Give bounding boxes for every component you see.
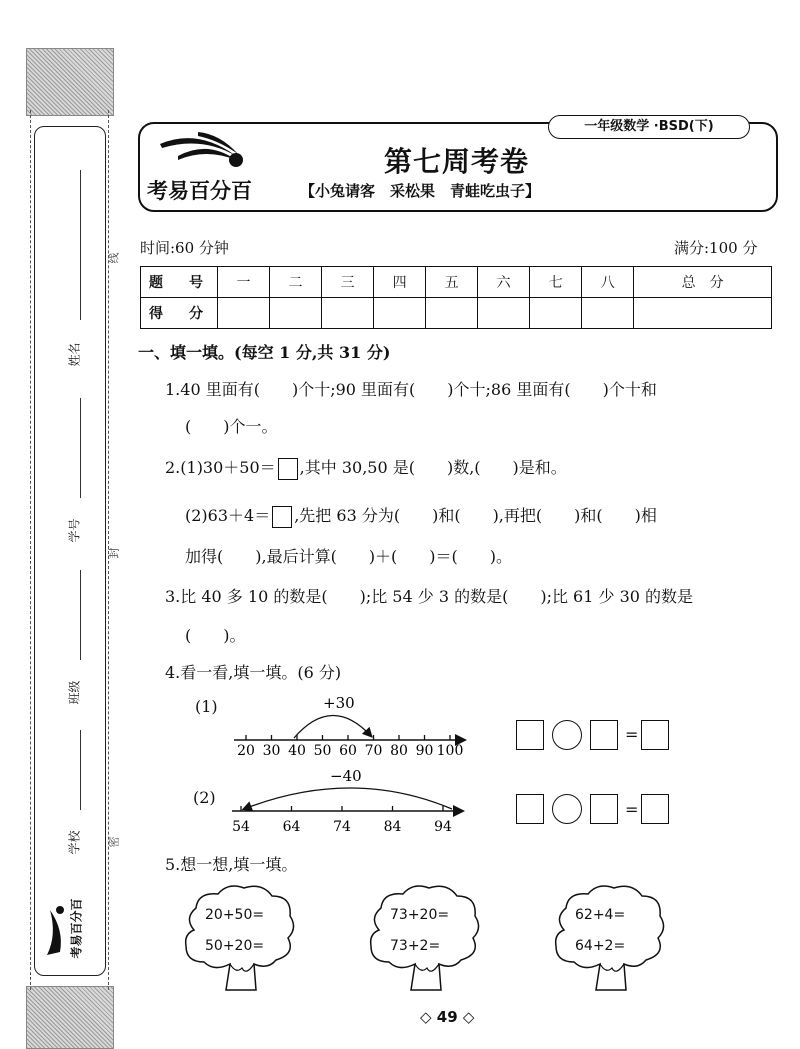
table-cell: 七 [530, 267, 582, 298]
table-cell: 一 [218, 267, 270, 298]
numberline-1-arc-label: +30 [323, 694, 355, 712]
numberline-1-tick-label: 20 [237, 743, 255, 759]
table-cell: 四 [374, 267, 426, 298]
numberline-1-ticks [237, 735, 463, 759]
score-input-cell[interactable] [582, 298, 634, 329]
numberline-2-arc-label: −40 [330, 767, 362, 785]
page-number: ◇ 49 ◇ [420, 1008, 475, 1026]
question-2-2-text-a: (2)63＋4＝ [185, 506, 271, 525]
numberline-1-tick-label: 90 [415, 743, 434, 759]
numberline-2-tick-label: 74 [333, 819, 351, 835]
question-1-line1: 1.40 里面有( )个十;90 里面有( )个十;86 里面有( )个十和 [165, 380, 657, 399]
numberline-1-label: (1) [195, 697, 218, 716]
school-line [80, 730, 81, 810]
table-cell: 八 [582, 267, 634, 298]
question-2-2 [185, 503, 657, 528]
numberline-2 [226, 765, 466, 837]
score-input-cell[interactable] [218, 298, 270, 329]
question-2-2-text-b: ,先把 63 分为( )和( ),再把( )和( )相 [294, 506, 657, 525]
score-input-cell[interactable] [270, 298, 322, 329]
operator-circle[interactable] [552, 720, 582, 750]
numberline-1-tick-label: 40 [288, 743, 306, 759]
tree-1-line1[interactable]: 20+50= [205, 907, 265, 923]
question-1-line2: ( )个一。 [185, 417, 278, 436]
name-line [80, 170, 81, 320]
numberline-2-label: (2) [193, 788, 216, 807]
section-title: 一、填一填。(每空 1 分,共 31 分) [138, 343, 391, 362]
table-cell: 得 分 [141, 298, 218, 329]
binding-field-class: 班级 [67, 680, 82, 705]
question-2-1 [165, 455, 567, 480]
answer-box[interactable] [590, 720, 618, 750]
seal-char-xian: 线 [107, 252, 121, 264]
operator-circle[interactable] [552, 794, 582, 824]
seal-char-feng: 封 [107, 547, 121, 559]
numberline-1-tick-label: 100 [436, 743, 464, 759]
answer-box[interactable] [641, 794, 669, 824]
numberline-1-arc [294, 715, 371, 738]
numberline-1-tick-label: 60 [339, 743, 357, 759]
question-2-2-line2: 加得( ),最后计算( )＋( )＝( )。 [185, 547, 513, 566]
numberline-1-tick-label: 30 [262, 743, 281, 759]
answer-box[interactable] [590, 794, 618, 824]
binding-line-left [30, 110, 31, 990]
table-cell: 总 分 [634, 267, 772, 298]
numberline-1-tick-label: 50 [313, 743, 332, 759]
score-input-cell[interactable] [426, 298, 478, 329]
binding-field-school: 学校 [67, 830, 82, 855]
question-4-title: 4.看一看,填一填。(6 分) [165, 663, 342, 682]
question-2-1-text-a: 2.(1)30＋50＝ [165, 458, 276, 477]
tree-3-line2[interactable]: 64+2= [575, 938, 626, 954]
score-input-cell[interactable] [530, 298, 582, 329]
numberline-1-tick-label: 80 [390, 743, 408, 759]
score-input-cell[interactable] [374, 298, 426, 329]
numberline-2-tick-label: 94 [434, 819, 452, 835]
header-subtitle: 【小兔请客 采松果 青蛙吃虫子】 [300, 182, 541, 200]
table-cell: 三 [322, 267, 374, 298]
numberline-2-tick-label: 64 [282, 819, 301, 835]
binding-field-id: 学号 [67, 518, 82, 543]
table-row [141, 267, 772, 298]
tree-3-line1[interactable]: 62+4= [575, 907, 626, 923]
score-table [140, 266, 772, 329]
binding-brand: 考易百分百 [69, 898, 84, 959]
page-title: 第七周考卷 [384, 145, 530, 178]
answer-box[interactable] [272, 506, 292, 528]
numberline-2-tick-label: 84 [383, 819, 402, 835]
numberline-2-tick-label: 54 [232, 819, 250, 835]
answer-box[interactable] [278, 458, 298, 480]
equals-sign: = [625, 725, 639, 744]
time-limit: 时间:60 分钟 [140, 239, 229, 257]
table-cell: 题 号 [141, 267, 218, 298]
question-5-title: 5.想一想,填一填。 [165, 855, 298, 874]
comet-logo-icon [158, 126, 248, 174]
numberline-2-arc [244, 788, 452, 809]
seal-char-mi: 密 [107, 836, 121, 848]
tree-1-line2[interactable]: 50+20= [205, 938, 265, 954]
tree-2-line2[interactable]: 73+2= [390, 938, 441, 954]
score-input-cell[interactable] [322, 298, 374, 329]
answer-box[interactable] [641, 720, 669, 750]
table-row [141, 298, 772, 329]
grade-badge: 一年级数学 ·BSD(下) [548, 115, 750, 139]
class-line [80, 570, 81, 660]
answer-box[interactable] [516, 720, 544, 750]
answer-box[interactable] [516, 794, 544, 824]
binding-hatch-top [26, 48, 114, 116]
binding-hatch-bottom [26, 986, 114, 1049]
question-3-line1: 3.比 40 多 10 的数是( );比 54 少 3 的数是( );比 61 少 30 的数是 [165, 587, 694, 606]
question-2-1-text-b: ,其中 30,50 是( )数,( )是和。 [299, 458, 567, 477]
numberline-1-tick-label: 70 [364, 743, 383, 759]
full-score: 满分:100 分 [674, 239, 758, 257]
table-cell: 五 [426, 267, 478, 298]
numberline-1 [228, 690, 468, 760]
table-cell: 二 [270, 267, 322, 298]
id-line [80, 398, 81, 498]
tree-2-line1[interactable]: 73+20= [390, 907, 450, 923]
score-input-cell[interactable] [478, 298, 530, 329]
header-brand: 考易百分百 [147, 179, 252, 203]
binding-field-name: 姓名 [67, 342, 82, 367]
table-cell: 六 [478, 267, 530, 298]
question-3-line2: ( )。 [185, 626, 246, 645]
equals-sign: = [625, 800, 639, 819]
score-input-cell[interactable] [634, 298, 772, 329]
